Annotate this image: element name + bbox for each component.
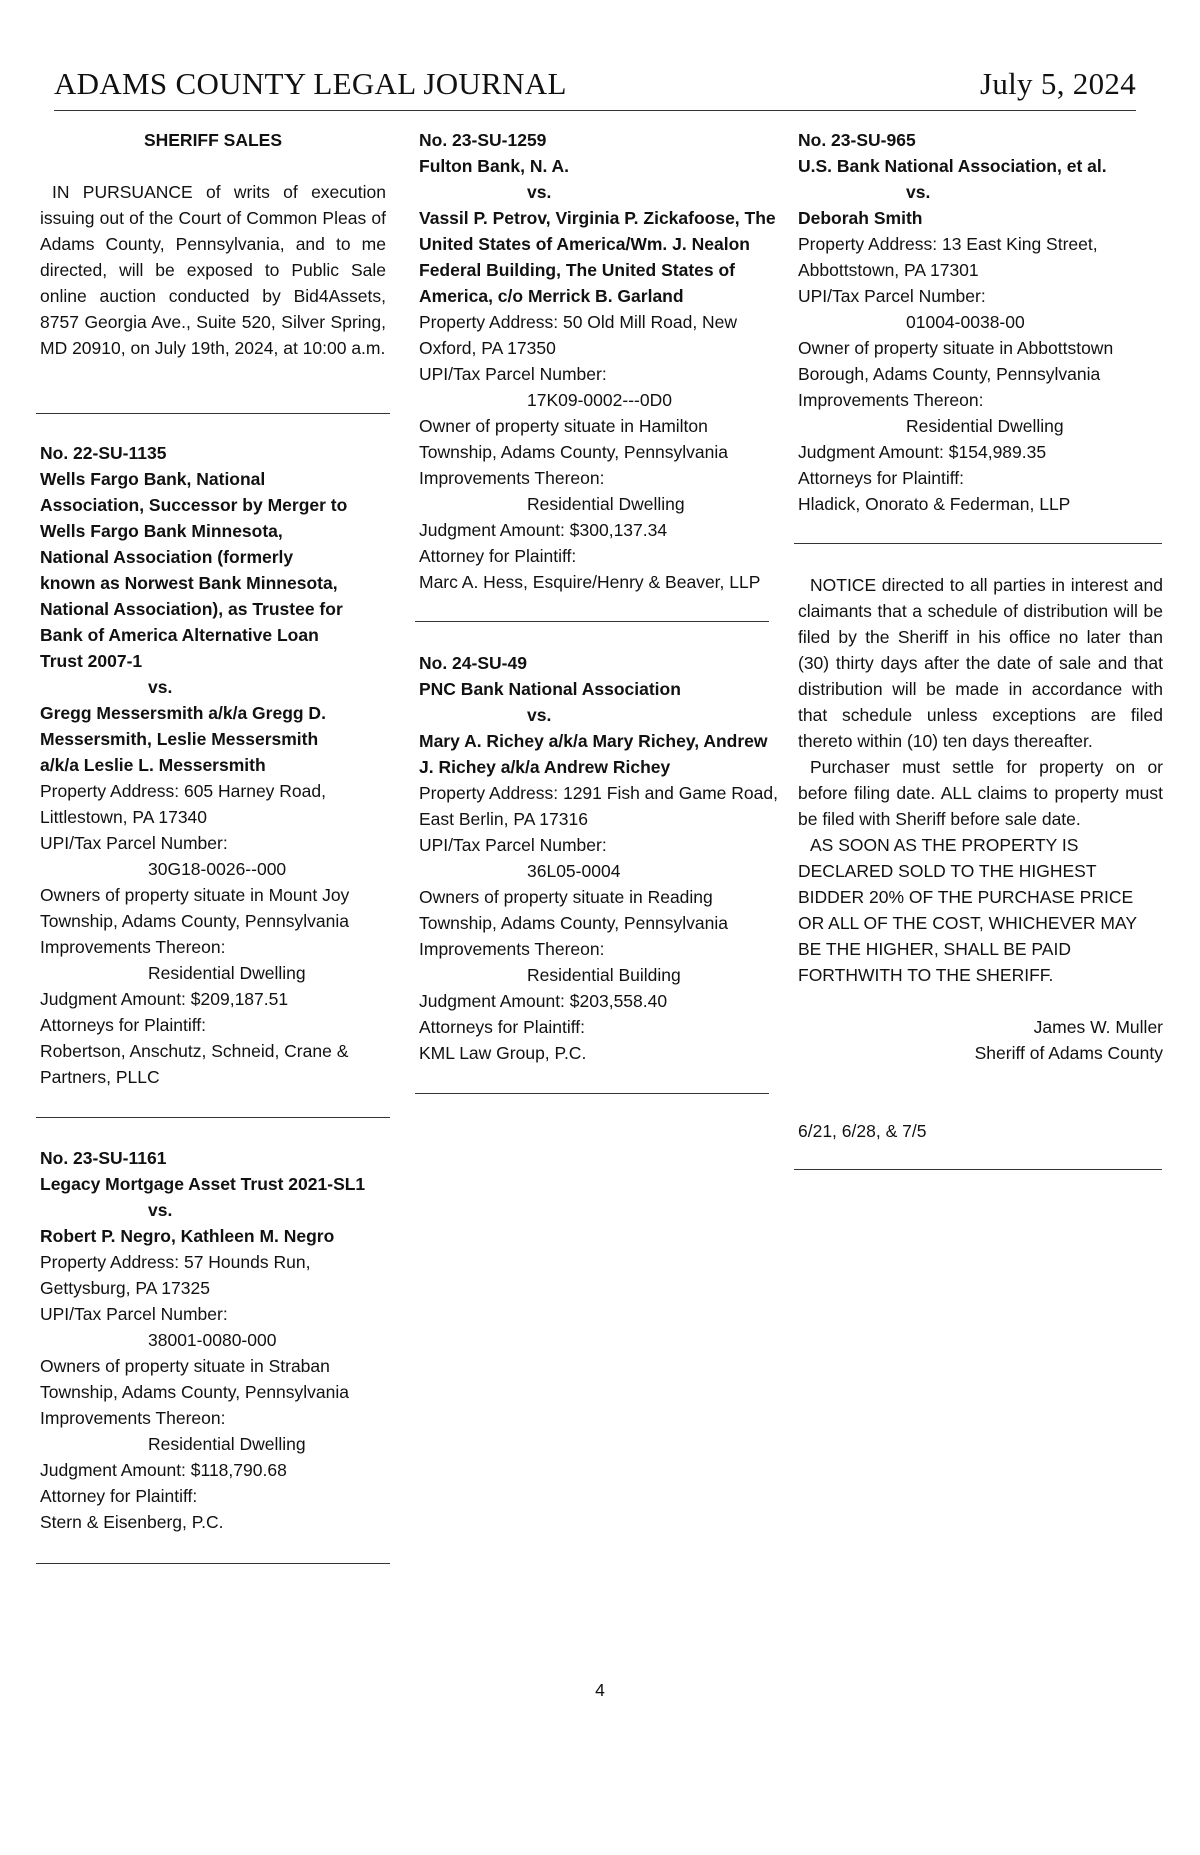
property-address: Oxford, PA 17350 [419,338,556,358]
attorney: Robertson, Anschutz, Schneid, Crane & [40,1041,349,1061]
plaintiff: Bank of America Alternative Loan [40,625,319,645]
improvements-label: Improvements Thereon: [798,390,984,410]
defendant: United States of America/Wm. J. Nealon [419,234,750,254]
sheriff-title: Sheriff of Adams County [974,1043,1163,1063]
defendant: Federal Building, The United States of [419,260,735,280]
divider [415,1093,769,1094]
attorney: Stern & Eisenberg, P.C. [40,1512,224,1532]
notice-paragraph: Purchaser must settle for property on or before filing date. ALL claims to property must be filed with Sheriff before sale date. [798,757,1163,829]
attorney-label: Attorneys for Plaintiff: [798,468,965,488]
case-entry [419,127,776,595]
publication-dates-block [798,1118,1163,1144]
divider [794,1169,1162,1170]
owner-info: Owners of property situate in Straban [40,1356,330,1376]
attorney-label: Attorney for Plaintiff: [419,546,577,566]
divider [415,621,769,622]
defendant: Gregg Messersmith a/k/a Gregg D. [40,703,326,723]
issue-date: July 5, 2024 [979,66,1136,101]
parcel-number: 36L05-0004 [527,861,621,881]
property-address: Property Address: 1291 Fish and Game Road, [419,783,778,803]
property-address: Property Address: 13 East King Street, [798,234,1098,254]
judgment-amount: Judgment Amount: $203,558.40 [419,991,668,1011]
defendant: a/k/a Leslie L. Messersmith [40,755,266,775]
notice-paragraph: NOTICE directed to all parties in interest and claimants that a schedule of distribution will be filed by the Sheriff in his office no later than (30) thirty days after the date of sale and that distribution will be made in accordance with that schedule unless exceptions are filed thereto within (10) ten days thereafter. [798,575,1163,751]
property-address: Property Address: 605 Harney Road, [40,781,326,801]
case-entry [40,440,386,1090]
owner-info: Owner of property situate in Abbottstown [798,338,1114,358]
parcel-number: 30G18-0026--000 [148,859,287,879]
divider [794,543,1162,544]
plaintiff: Wells Fargo Bank Minnesota, [40,521,283,541]
case-entry [798,127,1163,517]
parcel-number: 38001-0080-000 [148,1330,277,1350]
publication-dates: 6/21, 6/28, & 7/5 [798,1121,927,1141]
parcel-label: UPI/Tax Parcel Number: [40,833,228,853]
divider [36,1117,390,1118]
defendant: Messersmith, Leslie Messersmith [40,729,319,749]
property-address: Gettysburg, PA 17325 [40,1278,210,1298]
intro-paragraph: IN PURSUANCE of writs of execution issuing out of the Court of Common Pleas of Adams County, Pennsylvania, and to me directed, will be exposed to Public Sale online auction conducted by Bid4Assets, 8757 Georgia Ave., Suite 520, Silver Spring, MD 20910, on July 19th, 2024, at 10:00 a.m. [40,182,386,358]
defendant: J. Richey a/k/a Andrew Richey [419,757,671,777]
improvements-label: Improvements Thereon: [419,939,605,959]
improvements: Residential Dwelling [148,1434,306,1454]
plaintiff: U.S. Bank National Association, et al. [798,156,1107,176]
parcel-label: UPI/Tax Parcel Number: [798,286,986,306]
improvements-label: Improvements Thereon: [419,468,605,488]
attorney-label: Attorney for Plaintiff: [40,1486,198,1506]
sheriff-name: James W. Muller [1033,1017,1163,1037]
attorney: KML Law Group, P.C. [419,1043,587,1063]
case-number: No. 24-SU-49 [419,653,527,673]
owner-info: Owners of property situate in Mount Joy [40,885,350,905]
defendant: Vassil P. Petrov, Virginia P. Zickafoose, The [419,208,776,228]
case-number: No. 23-SU-1161 [40,1148,167,1168]
page-number: 4 [595,1680,605,1700]
owner-info: Owners of property situate in Reading [419,887,713,907]
notice-block [798,572,1163,1066]
plaintiff: National Association), as Trustee for [40,599,343,619]
versus: vs. [527,182,552,202]
property-address: Property Address: 57 Hounds Run, [40,1252,311,1272]
parcel-label: UPI/Tax Parcel Number: [419,364,607,384]
improvements-label: Improvements Thereon: [40,1408,226,1428]
section-heading: SHERIFF SALES [143,130,283,150]
owner-info: Owner of property situate in Hamilton [419,416,708,436]
judgment-amount: Judgment Amount: $300,137.34 [419,520,668,540]
case-number: No. 23-SU-965 [798,130,916,150]
attorney: Partners, PLLC [40,1067,160,1087]
parcel-number: 17K09-0002---0D0 [527,390,672,410]
parcel-label: UPI/Tax Parcel Number: [40,1304,228,1324]
owner-info: Borough, Adams County, Pennsylvania [798,364,1101,384]
attorney: Hladick, Onorato & Federman, LLP [798,494,1071,514]
judgment-amount: Judgment Amount: $209,187.51 [40,989,289,1009]
defendant: America, c/o Merrick B. Garland [419,286,684,306]
owner-info: Township, Adams County, Pennsylvania [419,913,729,933]
attorney-label: Attorneys for Plaintiff: [419,1017,586,1037]
plaintiff: known as Norwest Bank Minnesota, [40,573,338,593]
divider [36,413,390,414]
case-entry [419,650,778,1066]
owner-info: Township, Adams County, Pennsylvania [419,442,729,462]
attorney-label: Attorneys for Plaintiff: [40,1015,207,1035]
improvements: Residential Dwelling [527,494,685,514]
owner-info: Township, Adams County, Pennsylvania [40,1382,350,1402]
divider [36,1563,390,1564]
versus: vs. [148,1200,173,1220]
improvements-label: Improvements Thereon: [40,937,226,957]
plaintiff: National Association (formerly [40,547,294,567]
defendant: Mary A. Richey a/k/a Mary Richey, Andrew [419,731,768,751]
plaintiff: Legacy Mortgage Asset Trust 2021-SL1 [40,1174,366,1194]
plaintiff: Wells Fargo Bank, National [40,469,266,489]
improvements: Residential Dwelling [148,963,306,983]
versus: vs. [148,677,173,697]
owner-info: Township, Adams County, Pennsylvania [40,911,350,931]
parcel-number: 01004-0038-00 [906,312,1025,332]
plaintiff: Fulton Bank, N. A. [419,156,570,176]
versus: vs. [527,705,552,725]
case-number: No. 22-SU-1135 [40,443,167,463]
plaintiff: PNC Bank National Association [419,679,681,699]
improvements: Residential Building [527,965,681,985]
publication-title: ADAMS COUNTY LEGAL JOURNAL [54,66,567,101]
judgment-amount: Judgment Amount: $154,989.35 [798,442,1047,462]
attorney: Marc A. Hess, Esquire/Henry & Beaver, LLP [419,572,761,592]
improvements: Residential Dwelling [906,416,1064,436]
property-address: Property Address: 50 Old Mill Road, New [419,312,738,332]
property-address: Littlestown, PA 17340 [40,807,208,827]
plaintiff: Trust 2007-1 [40,651,143,671]
judgment-amount: Judgment Amount: $118,790.68 [40,1460,287,1480]
property-address: Abbottstown, PA 17301 [798,260,979,280]
masthead [54,62,1136,111]
intro-block [40,127,386,361]
case-number: No. 23-SU-1259 [419,130,547,150]
parcel-label: UPI/Tax Parcel Number: [419,835,607,855]
plaintiff: Association, Successor by Merger to [40,495,348,515]
property-address: East Berlin, PA 17316 [419,809,588,829]
defendant: Robert P. Negro, Kathleen M. Negro [40,1226,335,1246]
versus: vs. [906,182,931,202]
defendant: Deborah Smith [798,208,923,228]
case-entry [40,1145,386,1535]
notice-paragraph: AS SOON AS THE PROPERTY IS DECLARED SOLD TO THE HIGHEST BIDDER 20% OF THE PURCHASE PRICE OR ALL OF THE COST, WHICHEVER MAY BE THE HIGHER, SHALL BE PAID FORTHWITH TO THE SHERIFF. [798,835,1137,985]
